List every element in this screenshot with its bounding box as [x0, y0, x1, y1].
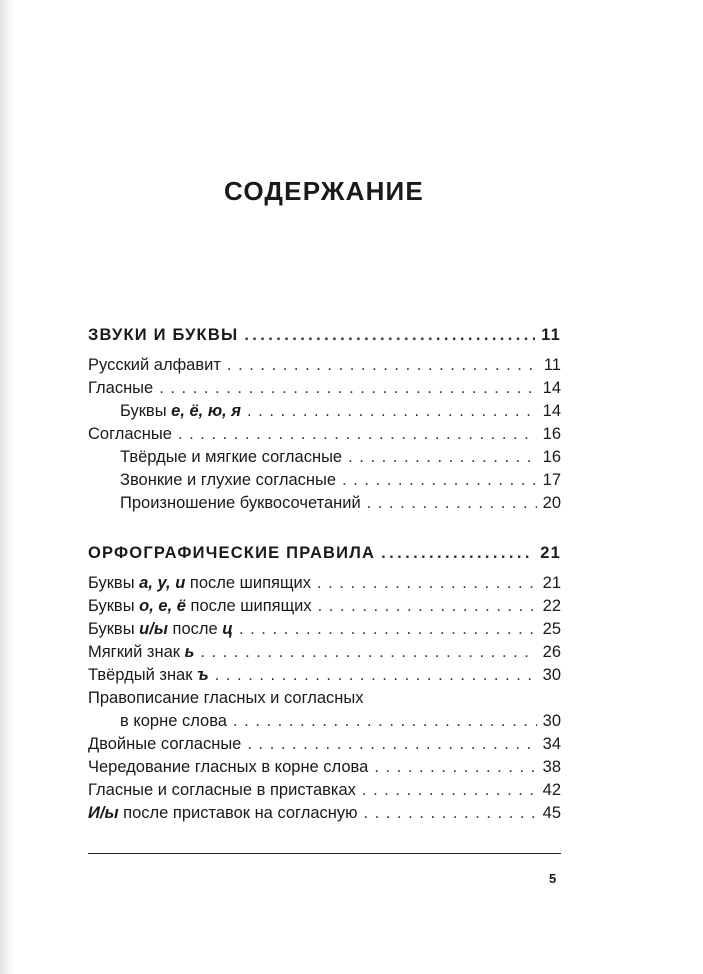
toc-entry-label: Произношение буквосочетаний [120, 494, 361, 512]
toc-entry-page: 16 [542, 425, 561, 443]
toc-entry[interactable] [88, 733, 561, 756]
toc-section-sounds-letters [88, 324, 561, 515]
toc-entry[interactable] [88, 492, 561, 515]
toc-entry-page: 17 [542, 471, 561, 489]
footer-rule [88, 853, 561, 854]
toc-entry[interactable] [88, 802, 561, 825]
toc-entry[interactable] [88, 595, 561, 618]
toc-entry-page: 11 [543, 356, 561, 374]
toc-entry-label: Правописание гласных и согласных [88, 689, 364, 707]
toc-entry-label: в корне слова [120, 712, 227, 730]
toc-entry[interactable] [88, 354, 561, 377]
toc-entry-page: 16 [542, 448, 561, 466]
dot-leader [348, 446, 537, 469]
toc-entry[interactable] [88, 779, 561, 802]
toc-entry-label: Твёрдый знак ъ [88, 666, 209, 684]
dot-leader [239, 618, 537, 641]
toc-entry-label: Согласные [88, 425, 172, 443]
toc-entry-page: 22 [542, 597, 561, 615]
dot-leader [364, 802, 537, 825]
toc-entry-page: 14 [542, 379, 561, 397]
toc-entry-label: Двойные согласные [88, 735, 242, 753]
toc-entry-label: Твёрдые и мягкие согласные [120, 448, 343, 466]
toc-entry-label: Гласные и согласные в приставках [88, 781, 356, 799]
toc-entry-page: 34 [542, 735, 561, 753]
toc-entry-label: Гласные [88, 379, 154, 397]
toc-entry[interactable] [88, 572, 561, 595]
toc-entry-page: 20 [542, 494, 561, 512]
dot-leader [200, 641, 536, 664]
page-number: 5 [549, 871, 557, 886]
toc-entry-label: Буквы а, у, и после шипящих [88, 574, 311, 592]
toc-heading[interactable] [88, 542, 561, 566]
toc-entry[interactable] [88, 377, 561, 400]
dot-leader [247, 400, 537, 423]
toc-entry-page: 38 [542, 758, 561, 776]
page-edge-shadow [0, 0, 14, 974]
dot-leader [317, 572, 537, 595]
toc-heading[interactable] [88, 324, 561, 348]
dot-leader [374, 756, 536, 779]
toc-entry[interactable] [88, 446, 561, 469]
toc-entry[interactable] [88, 641, 561, 664]
toc-entry-label: Звонкие и глухие согласные [120, 471, 337, 489]
dot-leader [215, 664, 537, 687]
toc-entry-label: Русский алфавит [88, 356, 221, 374]
toc-heading-label: ЗВУКИ И БУКВЫ [88, 326, 239, 344]
toc-entry[interactable] [88, 687, 561, 710]
toc-entry[interactable] [88, 469, 561, 492]
dot-leader [233, 710, 537, 733]
toc-entry[interactable] [88, 423, 561, 446]
dot-leader [342, 469, 537, 492]
toc-entry[interactable] [88, 664, 561, 687]
toc-entry-page: 45 [542, 804, 561, 822]
dot-leader [159, 377, 536, 400]
toc-entry-page: 30 [542, 666, 561, 684]
dot-leader [367, 492, 537, 515]
page-title: СОДЕРЖАНИЕ [224, 176, 424, 206]
toc-entry-label: Буквы и/ы после ц [88, 620, 233, 638]
toc-entry[interactable] [88, 710, 561, 733]
toc-entry-page: 26 [542, 643, 561, 661]
toc-entry-page: 14 [542, 402, 561, 420]
dot-leader [178, 423, 537, 446]
toc-entry-label: Чередование гласных в корне слова [88, 758, 369, 776]
toc-entry-page: 42 [542, 781, 561, 799]
dot-leader [381, 542, 534, 565]
toc-heading-label: ОРФОГРАФИЧЕСКИЕ ПРАВИЛА [88, 544, 376, 562]
toc-entry-label: Буквы о, е, ё после шипящих [88, 597, 312, 615]
toc-entry-page: 21 [542, 574, 561, 592]
toc-entry-page: 30 [542, 712, 561, 730]
toc-entry-page: 25 [542, 620, 561, 638]
toc-entry-label: И/ы после приставок на согласную [88, 804, 358, 822]
toc-heading-page: 21 [540, 544, 561, 562]
dot-leader [247, 733, 536, 756]
toc-entry[interactable] [88, 618, 561, 641]
toc-heading-page: 11 [541, 326, 561, 344]
dot-leader [318, 595, 537, 618]
dot-leader [244, 324, 535, 347]
toc-entry-label: Буквы е, ё, ю, я [120, 402, 241, 420]
toc-section-spelling-rules [88, 542, 561, 825]
toc-entry[interactable] [88, 400, 561, 423]
toc-entry[interactable] [88, 756, 561, 779]
toc-entry-label: Мягкий знак ь [88, 643, 195, 661]
dot-leader [227, 354, 538, 377]
dot-leader [362, 779, 537, 802]
